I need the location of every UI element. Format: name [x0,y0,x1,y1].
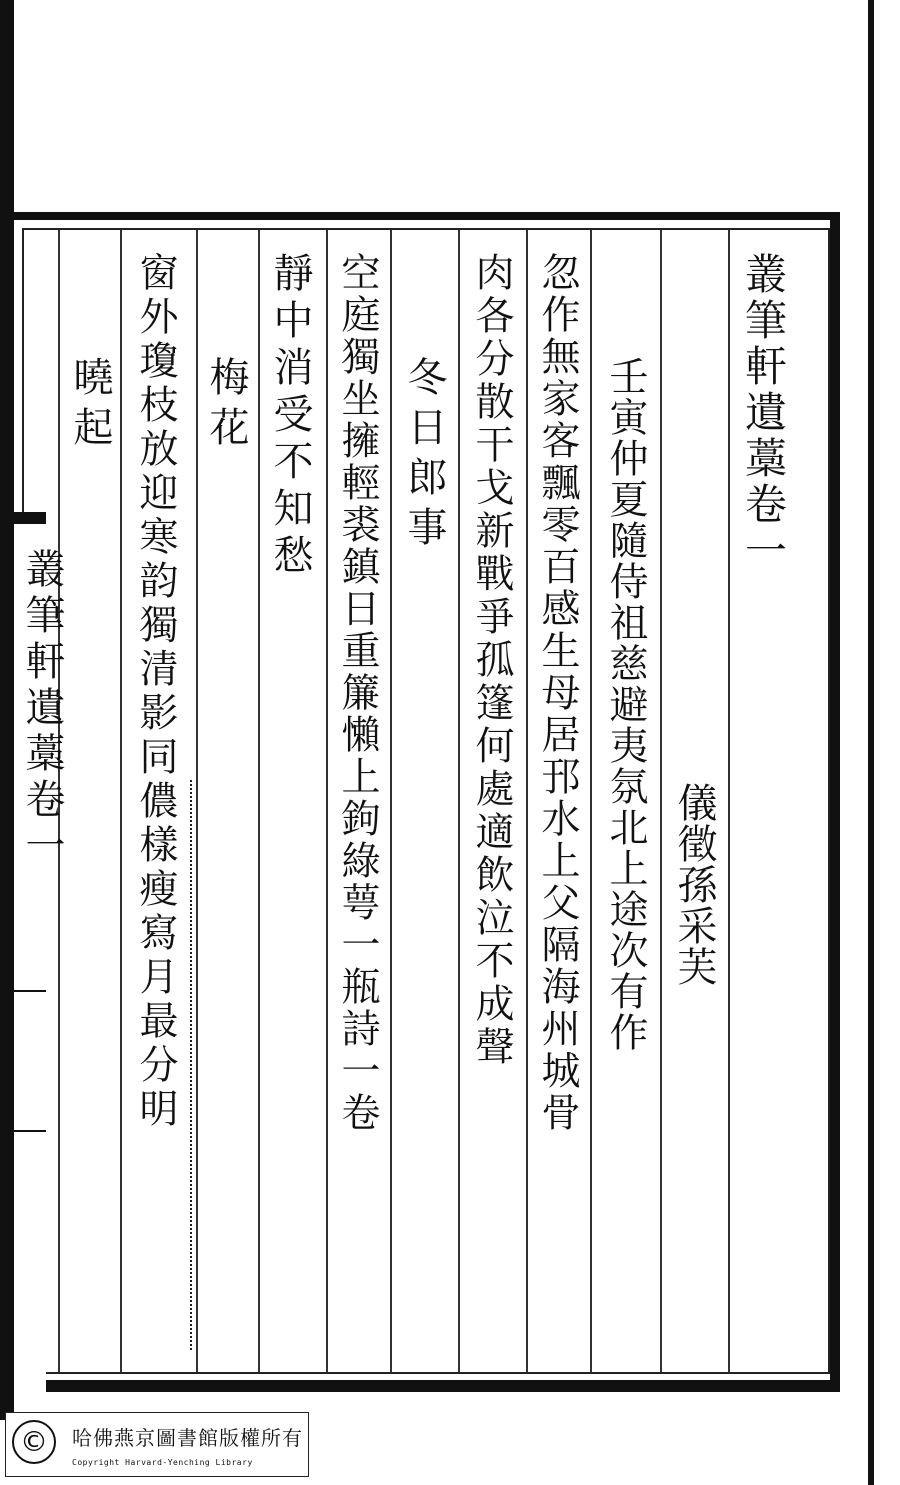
poem-line: 空庭獨坐擁輕裘鎮日重簾懶上鉤綠萼一瓶詩一卷 [335,252,380,1134]
spine-divider [14,990,46,992]
copyright-chinese: 哈佛燕京圖書館版權所有 [72,1426,303,1450]
poem-title: 曉起 [67,356,113,456]
poem-line: 靜中消受不知愁 [267,252,313,581]
column-divider [120,230,122,1372]
column-divider [258,230,260,1372]
poem-title: 冬日郎事 [401,356,447,556]
column-divider [526,230,528,1372]
poem-line: 窗外瓊枝放迎寒韵獨清影同儂樣瘦寫月最分明 [133,252,178,1132]
poem-line: 忽作無家客飄零百感生母居邘水上父隔海州城骨 [535,252,580,1134]
spine-divider [14,1130,46,1132]
column-divider [590,230,592,1372]
poem-title: 梅花 [203,356,249,456]
punctuation-marks [180,780,192,1350]
poem-title: 壬寅仲夏隨侍祖慈避夷氛北上途次有作 [603,356,648,1053]
page-edge-left [0,0,14,1420]
column-divider [660,230,662,1372]
column-divider [390,230,392,1372]
column-divider [458,230,460,1372]
volume-title: 叢筆軒遺藁卷一 [739,252,788,574]
spine-title: 叢筆軒遺藁卷一 [19,548,65,870]
copyright-icon: © [12,1420,56,1464]
column-divider [326,230,328,1372]
column-divider [728,230,730,1372]
column-divider [196,230,198,1372]
poem-line: 肉各分散干戈新戰爭孤篷何處適飲泣不成聲 [469,252,514,1069]
copyright-english: Copyright Harvard-Yenching Library [72,1458,253,1467]
author-name: 儀徵孫采芙 [671,782,717,987]
page-edge-right [868,0,874,1485]
